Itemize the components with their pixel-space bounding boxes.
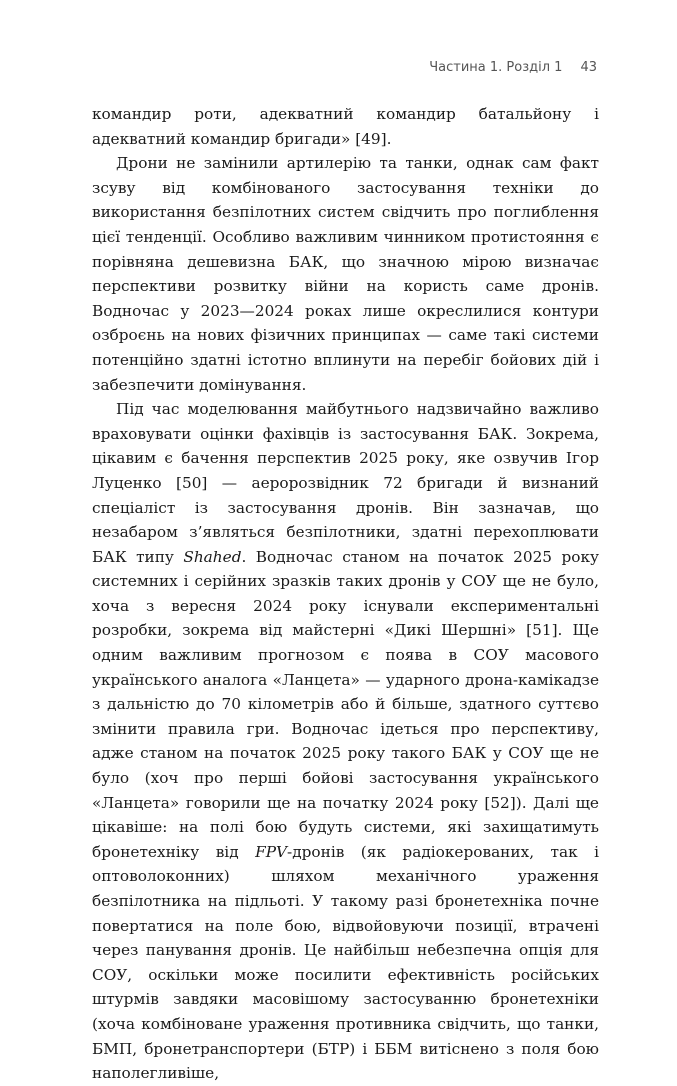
paragraph (92, 151, 599, 397)
section-title: Частина 1. Розділ 1 (429, 60, 563, 75)
paragraph (92, 102, 599, 151)
text-run: Під час моделювання майбутнього надзвичайно важливо враховувати оцінки фахівців із застосування БАК. Зокрема, цікавим є бачення перспектив 2025 року, яке озвучив Ігор Луценко [50] — аеророзвідник 72 бригади й визнаний спеціаліст із застосування дронів. Він зазначав, що незабаром з’являться безпілотники, здатні перехоплювати БАК типу (92, 400, 599, 566)
italic-term: FPV (255, 842, 288, 861)
body-text (92, 102, 599, 1086)
page-number: 43 (580, 60, 597, 75)
italic-term: Shahed (183, 547, 242, 566)
text-run: командир роти, адекватний командир батальйону і адекватний командир бригади» [49]. (92, 105, 599, 148)
paragraph (92, 397, 599, 1086)
text-run: -дронів (як радіокерованих, так і оптоволоконних) шляхом механічного ураження безпілотника на підльоті. У такому разі бронетехніка почне повертатися на поле бою, відвойовуючи позиції, втрачені через панування дронів. Це найбільш небезпечна опція для СОУ, оскільки може посилити ефективність російських штурмів завдяки масовішому застосуванню бронетехніки (хоча комбіноване ураження противника свідчить, що танки, БМП, бронетранспортери (БТР) і ББМ витіснено з поля бою наполегливіше, (92, 842, 599, 1083)
running-header (429, 60, 597, 75)
text-run: . Водночас станом на початок 2025 року системних і серійних зразків таких дронів у СОУ ще не було, хоча з вересня 2024 року існували експериментальні розробки, зокрема від майстерні «Дикі Шершні» [51]. Ще одним важливим прогнозом є поява в СОУ масового українського аналога «Ланцета» — ударного дрона-камікадзе з дальністю до 70 кілометрів або й більше, здатного суттєво змінити правила гри. Водночас ідеться про перспективу, адже станом на початок 2025 року такого БАК у СОУ ще не було (хоч про перші бойові застосування українського «Ланцета» говорили ще на початку 2024 року [52]). Далі ще цікавіше: на полі бою будуть системи, які захищатимуть бронетехніку від (92, 547, 600, 861)
text-run: Дрони не замінили артилерію та танки, однак сам факт зсуву від комбінованого застосування техніки до використання безпілотних систем свідчить про поглиблення цієї тенденції. Особливо важливим чинником протистояння є порівняна дешевизна БАК, що значною мірою визначає перспективи розвитку війни на користь саме дронів. Водночас у 2023—2024 роках лише окреслилися контури озброєнь на нових фізичних принципах — саме такі системи потенційно здатні істотно вплинути на перебіг бойових дій і забезпечити домінування. (92, 154, 599, 394)
